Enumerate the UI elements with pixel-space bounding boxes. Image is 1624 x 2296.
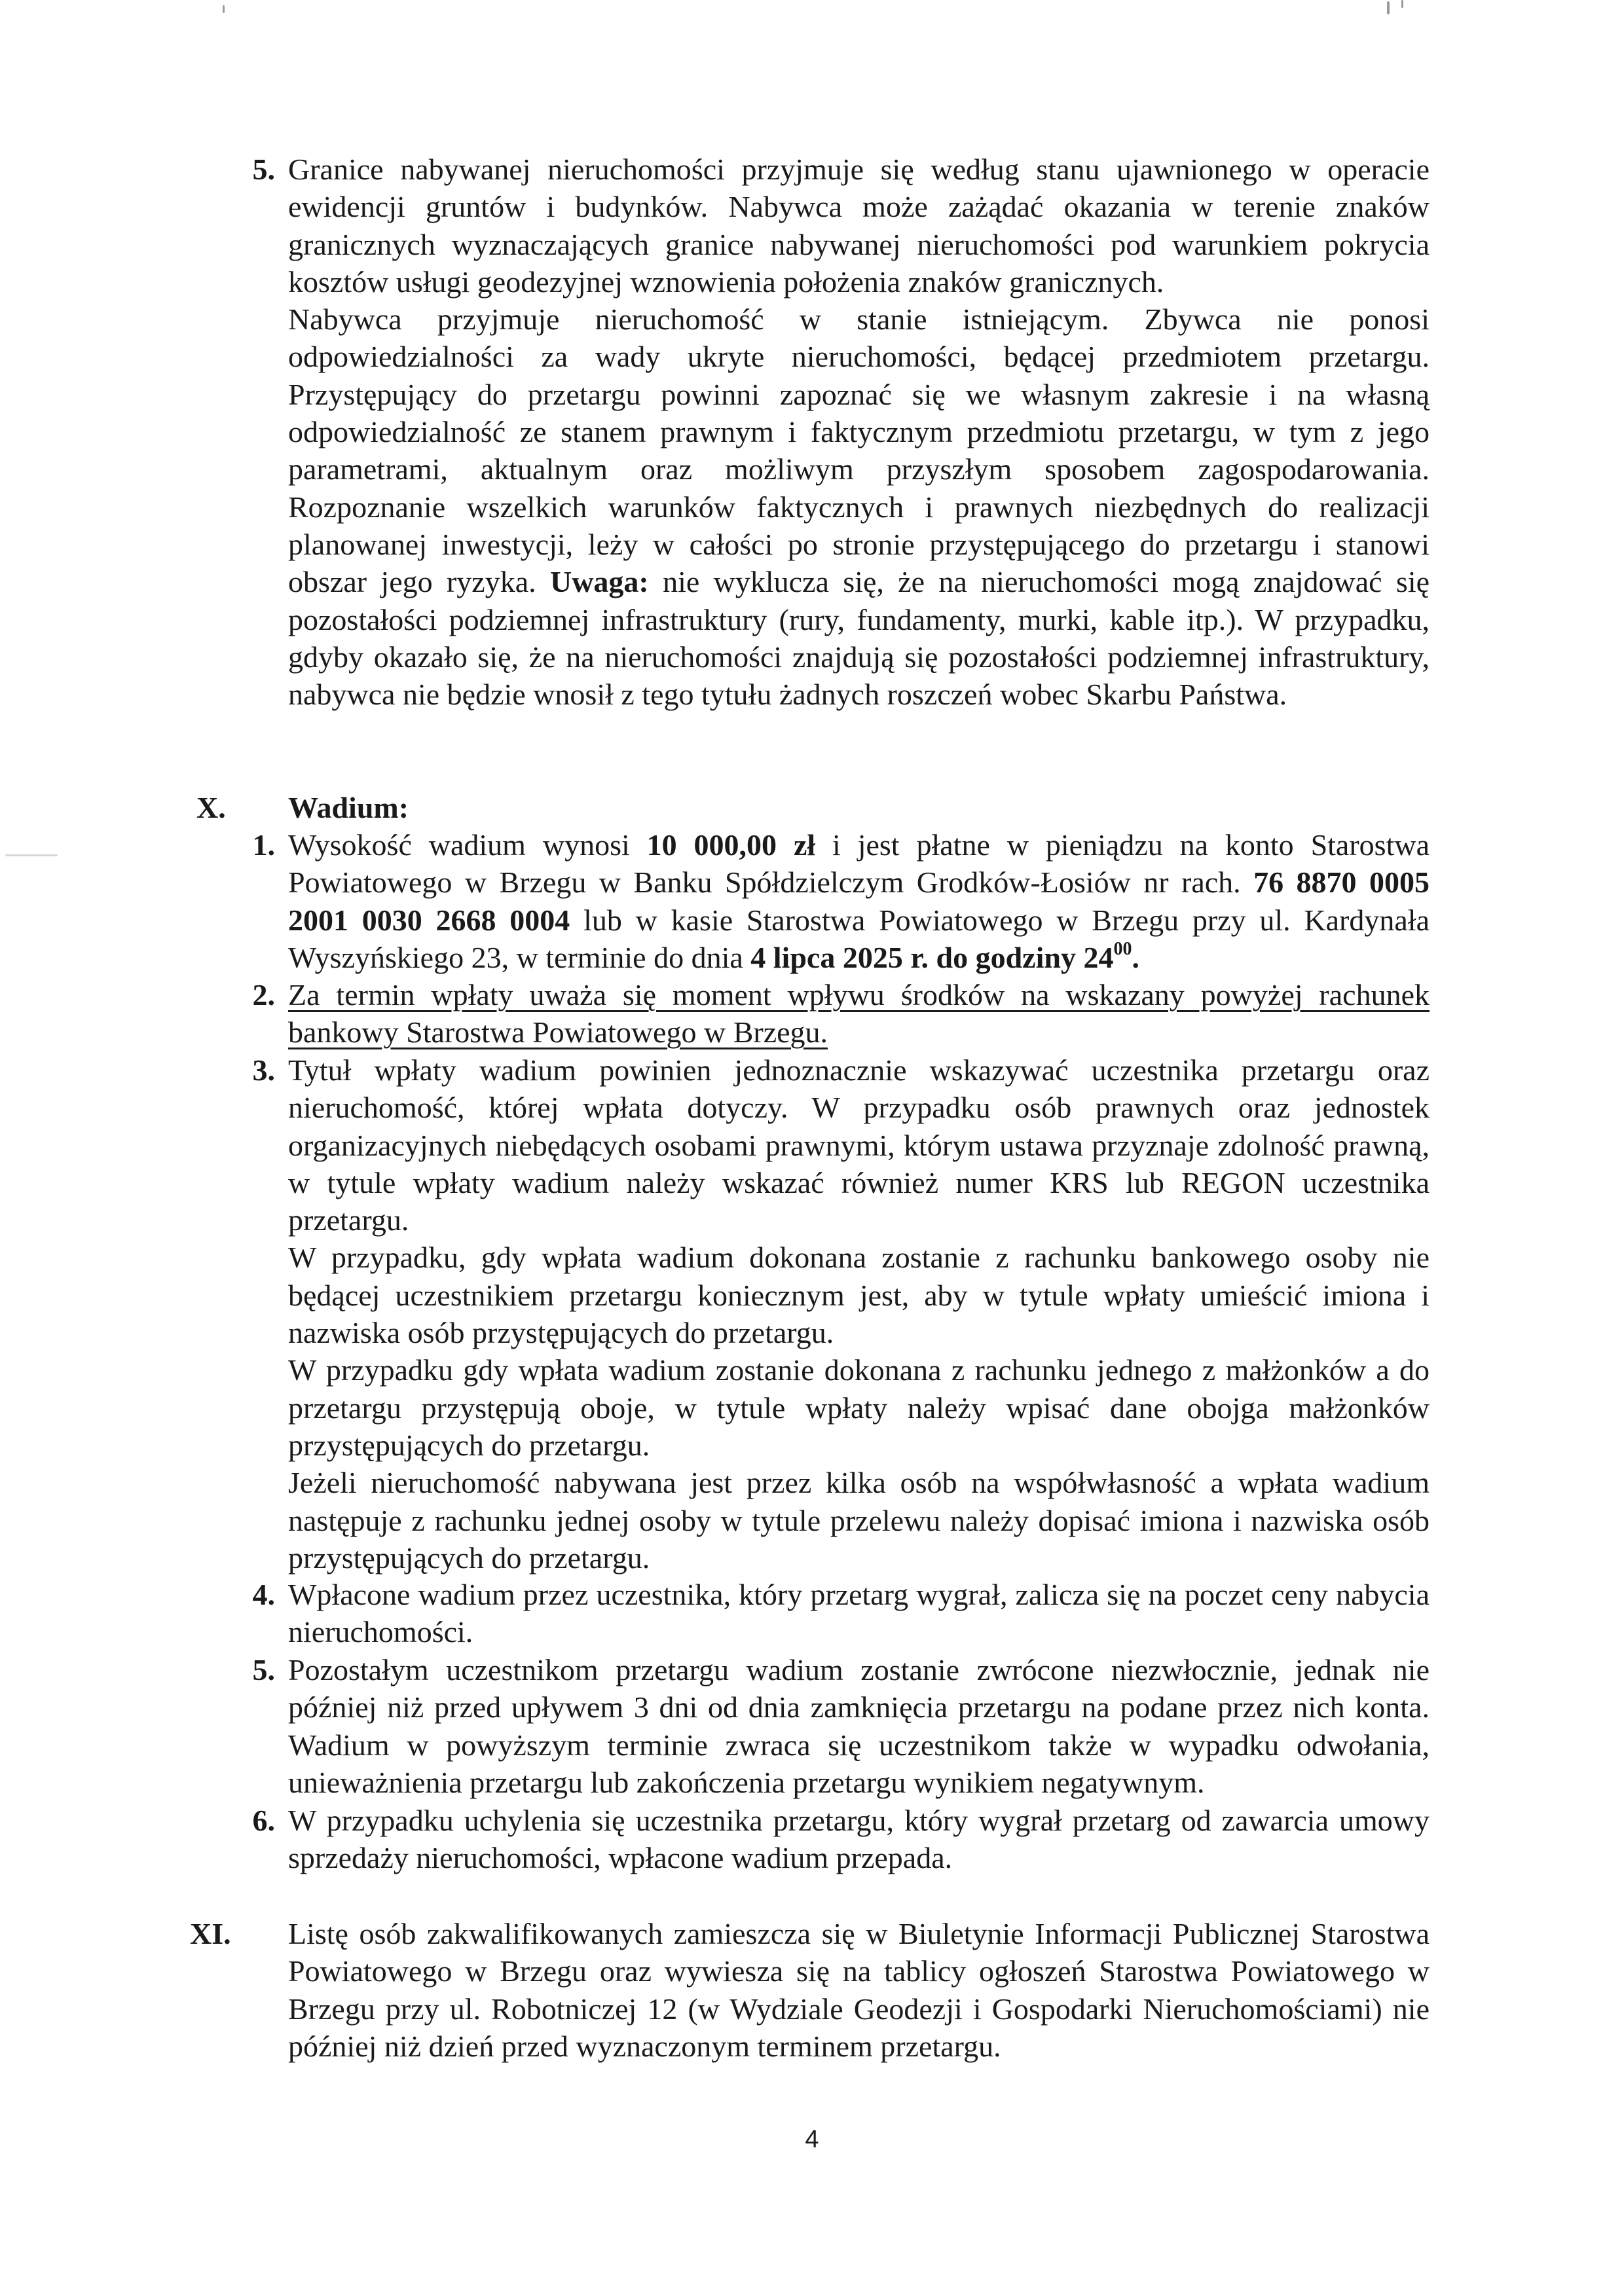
wadium-amount: 10 000,00 zł	[646, 828, 816, 862]
scan-speck	[223, 5, 225, 13]
warning-label: Uwaga:	[549, 565, 649, 599]
bank-account-number: 76 8870 0005 2001 0030 2668 0004	[288, 866, 1430, 937]
item-number: 1.	[252, 828, 275, 862]
paragraph	[288, 301, 1430, 713]
section-xi	[190, 1915, 1430, 2065]
deadline-text: 4 lipca 2025 r. do godziny 24	[750, 940, 1114, 974]
section-numeral: XI.	[190, 1917, 231, 1950]
paragraph	[288, 826, 1430, 976]
scan-speck	[1401, 0, 1403, 8]
underlined-text: Za termin wpłaty uważa się moment wpływu środków na wskazany powyżej rachunek bankowy Starostwa Powiatowego w Brzegu.	[288, 978, 1430, 1049]
item-number: 5.	[252, 153, 275, 186]
warning-text: nie wyklucza się, że na nieruchomości mogą znajdować się pozostałości podziemnej infrastruktury (rury, fundamenty, murki, kable itp.). W przypadku, gdyby okazało się, że na nieruchomości znajdują się pozostałości podziemnej infrastruktury, nabywca nie będzie wnosił z tego tytułu żadnych roszczeń wobec Skarbu Państwa.	[288, 565, 1430, 712]
text: i jest płatne w pieniądzu na konto Starostwa Powiatowego w Brzegu w Banku Spółdzielczym Grodków-Łosiów nr rach.	[288, 828, 1430, 900]
paragraph: Wpłacone wadium przez uczestnika, który przetarg wygrał, zalicza się na poczet ceny nabycia nieruchomości.	[288, 1578, 1430, 1649]
paragraph: Listę osób zakwalifikowanych zamieszcza się w Biuletynie Informacji Publicznej Starostwa Powiatowego w Brzegu oraz wywiesza się na tablicy ogłoszeń Starostwa Powiatowego w Brzegu przy ul. Robotniczej 12 (w Wydziale Geodezji i Gospodarki Nieruchomościami) nie później niż dzień przed wyznaczonym terminem przetargu.	[288, 1917, 1430, 2063]
paragraph: W przypadku, gdy wpłata wadium dokonana zostanie z rachunku bankowego osoby nie będącej uczestnikiem przetargu koniecznym jest, aby w tytule wpłaty umieścić imiona i nazwiska osób przystępujących do przetargu.	[288, 1241, 1430, 1350]
text: Wysokość wadium wynosi	[288, 828, 647, 862]
page-number: 4	[805, 2126, 819, 2153]
paragraph: Pozostałym uczestnikom przetargu wadium zostanie zwrócone niezwłocznie, jednak nie później niż przed upływem 3 dni od dnia zamknięcia przetargu na podane przez nich konta. Wadium w powyższym terminie zwraca się uczestnikom także w wypadku odwołania, unieważnienia przetargu lub zakończenia przetargu wynikiem negatywnym.	[288, 1653, 1430, 1799]
scan-speck	[1387, 1, 1390, 14]
text: lub w kasie Starostwa Powiatowego w Brzegu przy ul. Kardynała Wyszyńskiego 23, w terminie do dnia	[288, 903, 1430, 974]
paragraph: Jeżeli nieruchomość nabywana jest przez kilka osób na współwłasność a wpłata wadium następuje z rachunku jednej osoby w tytule przelewu należy dopisać imiona i nazwiska osób przystępujących do przetargu.	[288, 1466, 1430, 1575]
paragraph	[288, 976, 1430, 1051]
paragraph: W przypadku uchylenia się uczestnika przetargu, który wygrał przetarg od zawarcia umowy sprzedaży nieruchomości, wpłacone wadium przepada.	[288, 1804, 1430, 1875]
section-x-item-5	[252, 1651, 1430, 1801]
section-x-item-1	[252, 826, 1430, 976]
item-number: 6.	[252, 1804, 275, 1837]
paragraph: Granice nabywanej nieruchomości przyjmuje się według stanu ujawnionego w operacie ewidencji gruntów i budynków. Nabywca może zażądać okazania w terenie znaków granicznych wyznaczających granice nabywanej nieruchomości pod warunkiem pokrycia kosztów usługi geodezyjnej wznowienia położenia znaków granicznych.	[288, 153, 1430, 299]
section-x-item-3	[252, 1051, 1430, 1576]
section-title: Wadium:	[288, 791, 409, 824]
section-x-item-6	[252, 1802, 1430, 1877]
paragraph: W przypadku gdy wpłata wadium zostanie dokonana z rachunku jednego z małżonków a do przetargu przystępują oboje, w tytule wpłaty należy wpisać dane obojga małżonków przystępujących do przetargu.	[288, 1353, 1430, 1462]
section-ix-item-5	[252, 151, 1430, 713]
section-x-item-4	[252, 1576, 1430, 1651]
deadline-minutes: 00	[1113, 938, 1132, 959]
item-number: 2.	[252, 978, 275, 1011]
deadline	[750, 938, 1139, 974]
paragraph-text: Nabywca przyjmuje nieruchomość w stanie istniejącym. Zbywca nie ponosi odpowiedzialności za wady ukryte nieruchomości, będącej przedmiotem przetargu. Przystępujący do przetargu powinni zapoznać się we własnym zakresie i na własną odpowiedzialność ze stanem prawnym i faktycznym przedmiotu przetargu, w tym z jego parametrami, aktualnym oraz możliwym przyszłym sposobem zagospodarowania. Rozpoznanie wszelkich warunków faktycznych i prawnych niezbędnych do realizacji planowanej inwestycji, leży w całości po stronie przystępującego do przetargu i stanowi obszar jego ryzyka.	[288, 302, 1430, 599]
section-numeral: X.	[196, 791, 226, 824]
text: .	[1132, 940, 1139, 974]
item-number: 4.	[252, 1578, 275, 1611]
section-x-heading	[196, 789, 1430, 826]
paragraph: Tytuł wpłaty wadium powinien jednoznacznie wskazywać uczestnika przetargu oraz nieruchomość, której wpłata dotyczy. W przypadku osób prawnych oraz jednostek organizacyjnych niebędących osobami prawnymi, którym ustawa przyznaje zdolność prawną, w tytule wpłaty wadium należy wskazać również numer KRS lub REGON uczestnika przetargu.	[288, 1053, 1430, 1237]
scan-speck	[5, 854, 58, 856]
section-x-item-2	[252, 976, 1430, 1051]
item-number: 5.	[252, 1653, 275, 1686]
item-number: 3.	[252, 1053, 275, 1087]
